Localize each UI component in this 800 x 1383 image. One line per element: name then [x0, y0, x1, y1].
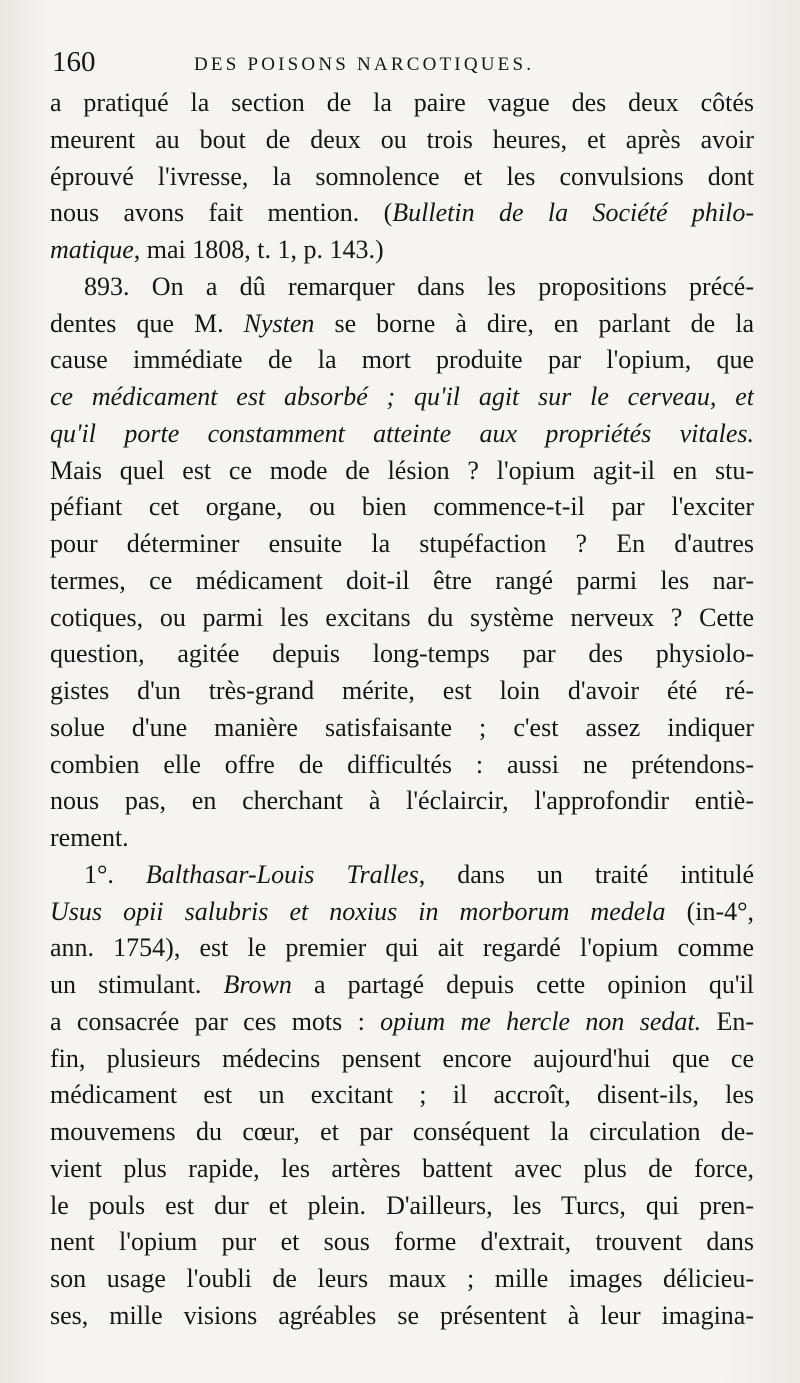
text-segment: mouvemens du cœur, et par conséquent la circulation de-	[50, 1117, 754, 1146]
text-segment: En-	[701, 1006, 754, 1036]
text-segment: cause immédiate de la mort produite par l'opium, que	[50, 345, 754, 375]
text-segment: nous avons fait mention. (	[50, 198, 393, 228]
text-line	[50, 489, 754, 526]
text-line	[50, 342, 754, 379]
text-segment: (in-4°,	[665, 896, 754, 926]
text-segment: le pouls est dur et plein. D'ailleurs, les Turcs, qui pren-	[50, 1190, 754, 1220]
italic-text: Bulletin de la Société philo-	[392, 198, 754, 228]
text-segment: dentes que M.	[50, 308, 244, 338]
text-segment: nent l'opium pur et sous forme d'extrait, trouvent dans	[50, 1227, 754, 1257]
text-line	[50, 1077, 754, 1114]
body-text	[50, 85, 754, 1335]
text-line	[50, 894, 754, 931]
text-line	[50, 1261, 754, 1298]
text-segment: médicament est un excitant ; il accroît, disent-ils, les	[50, 1080, 754, 1110]
text-line	[50, 1188, 754, 1225]
text-line	[50, 1224, 754, 1261]
text-line	[50, 747, 754, 784]
page-header	[52, 42, 752, 82]
text-segment: a partagé depuis cette opinion qu'il	[291, 970, 754, 999]
italic-text: Balthasar-Louis Tralles	[145, 859, 419, 889]
text-line	[50, 710, 754, 747]
text-segment: meurent au bout de deux ou trois heures, et après avoir	[50, 124, 754, 154]
text-line	[50, 857, 754, 894]
text-segment: nous pas, en cherchant à l'éclaircir, l'approfondir entiè-	[50, 786, 754, 816]
text-segment: a pratiqué la section de la paire vague des deux côtés	[50, 88, 754, 117]
italic-text: Nysten	[243, 308, 315, 338]
text-segment: , mai 1808, t. 1, p. 143.)	[133, 235, 384, 264]
text-segment: un stimulant.	[50, 970, 224, 999]
text-line	[50, 232, 754, 269]
text-segment: gistes d'un très-grand mérite, est loin d'avoir été ré-	[50, 676, 754, 705]
italic-text: Brown	[223, 970, 292, 999]
text-segment: combien elle offre de difficultés : aussi ne prétendons-	[50, 749, 754, 779]
text-segment: a consacrée par ces mots :	[50, 1006, 381, 1036]
text-segment: son usage l'oubli de leurs maux ; mille images délicieu-	[50, 1264, 754, 1293]
italic-text: matique	[50, 235, 134, 264]
text-line	[50, 1298, 754, 1335]
text-segment: fin, plusieurs médecins pensent encore aujourd'hui que ce	[50, 1043, 754, 1073]
text-line	[50, 306, 754, 343]
italic-text: opium me hercle non sedat.	[380, 1006, 702, 1036]
italic-text: qu'il porte constamment atteinte aux propriétés vitales.	[50, 418, 754, 448]
text-segment: ann. 1754), est le premier qui ait regardé l'opium comme	[50, 933, 754, 963]
text-line	[50, 967, 754, 1004]
text-segment: Mais quel est ce mode de lésion ? l'opium agit-il en stu-	[50, 455, 754, 485]
italic-text: ce médicament est absorbé ; qu'il agit sur le cerveau, et	[50, 382, 754, 411]
text-line	[50, 1004, 754, 1041]
text-line	[50, 1114, 754, 1151]
text-line	[50, 453, 754, 490]
page-number: 160	[52, 46, 96, 78]
text-segment: 1°.	[84, 859, 146, 889]
text-segment: termes, ce médicament doit-il être rangé parmi les nar-	[50, 565, 754, 595]
text-segment: vient plus rapide, les artères battent avec plus de force,	[50, 1153, 754, 1183]
text-line	[50, 1041, 754, 1078]
text-segment: péfiant cet organe, ou bien commence-t-il par l'exciter	[50, 492, 754, 522]
text-line	[50, 269, 754, 306]
text-line	[50, 930, 754, 967]
text-segment: 893. On a dû remarquer dans les propositions précé-	[84, 271, 754, 301]
text-segment: , dans un traité intitulé	[418, 859, 754, 889]
text-segment: ses, mille visions agréables se présentent à leur imagina-	[50, 1300, 754, 1330]
text-segment: cotiques, ou parmi les excitans du système nerveux ? Cette	[50, 602, 754, 632]
text-line	[50, 820, 754, 857]
text-segment: solue d'une manière satisfaisante ; c'est assez indiquer	[50, 712, 754, 742]
text-line	[50, 673, 754, 710]
text-segment: se borne à dire, en parlant de la	[314, 308, 754, 338]
text-line	[50, 85, 754, 122]
text-line	[50, 600, 754, 637]
italic-text: Usus opii salubris et noxius in morborum medela	[50, 896, 666, 926]
text-line	[50, 1151, 754, 1188]
text-segment: rement.	[50, 823, 129, 852]
text-segment: éprouvé l'ivresse, la somnolence et les convulsions dont	[50, 161, 754, 191]
text-line	[50, 563, 754, 600]
text-line	[50, 416, 754, 453]
text-segment: question, agitée depuis long-temps par des physiolo-	[50, 639, 754, 669]
running-head: DES POISONS NARCOTIQUES.	[194, 54, 535, 75]
text-line	[50, 783, 754, 820]
text-segment: pour déterminer ensuite la stupéfaction ? En d'autres	[50, 529, 754, 558]
text-line	[50, 159, 754, 196]
text-line	[50, 636, 754, 673]
text-line	[50, 195, 754, 232]
text-line	[50, 379, 754, 416]
text-line	[50, 122, 754, 159]
text-line	[50, 526, 754, 563]
